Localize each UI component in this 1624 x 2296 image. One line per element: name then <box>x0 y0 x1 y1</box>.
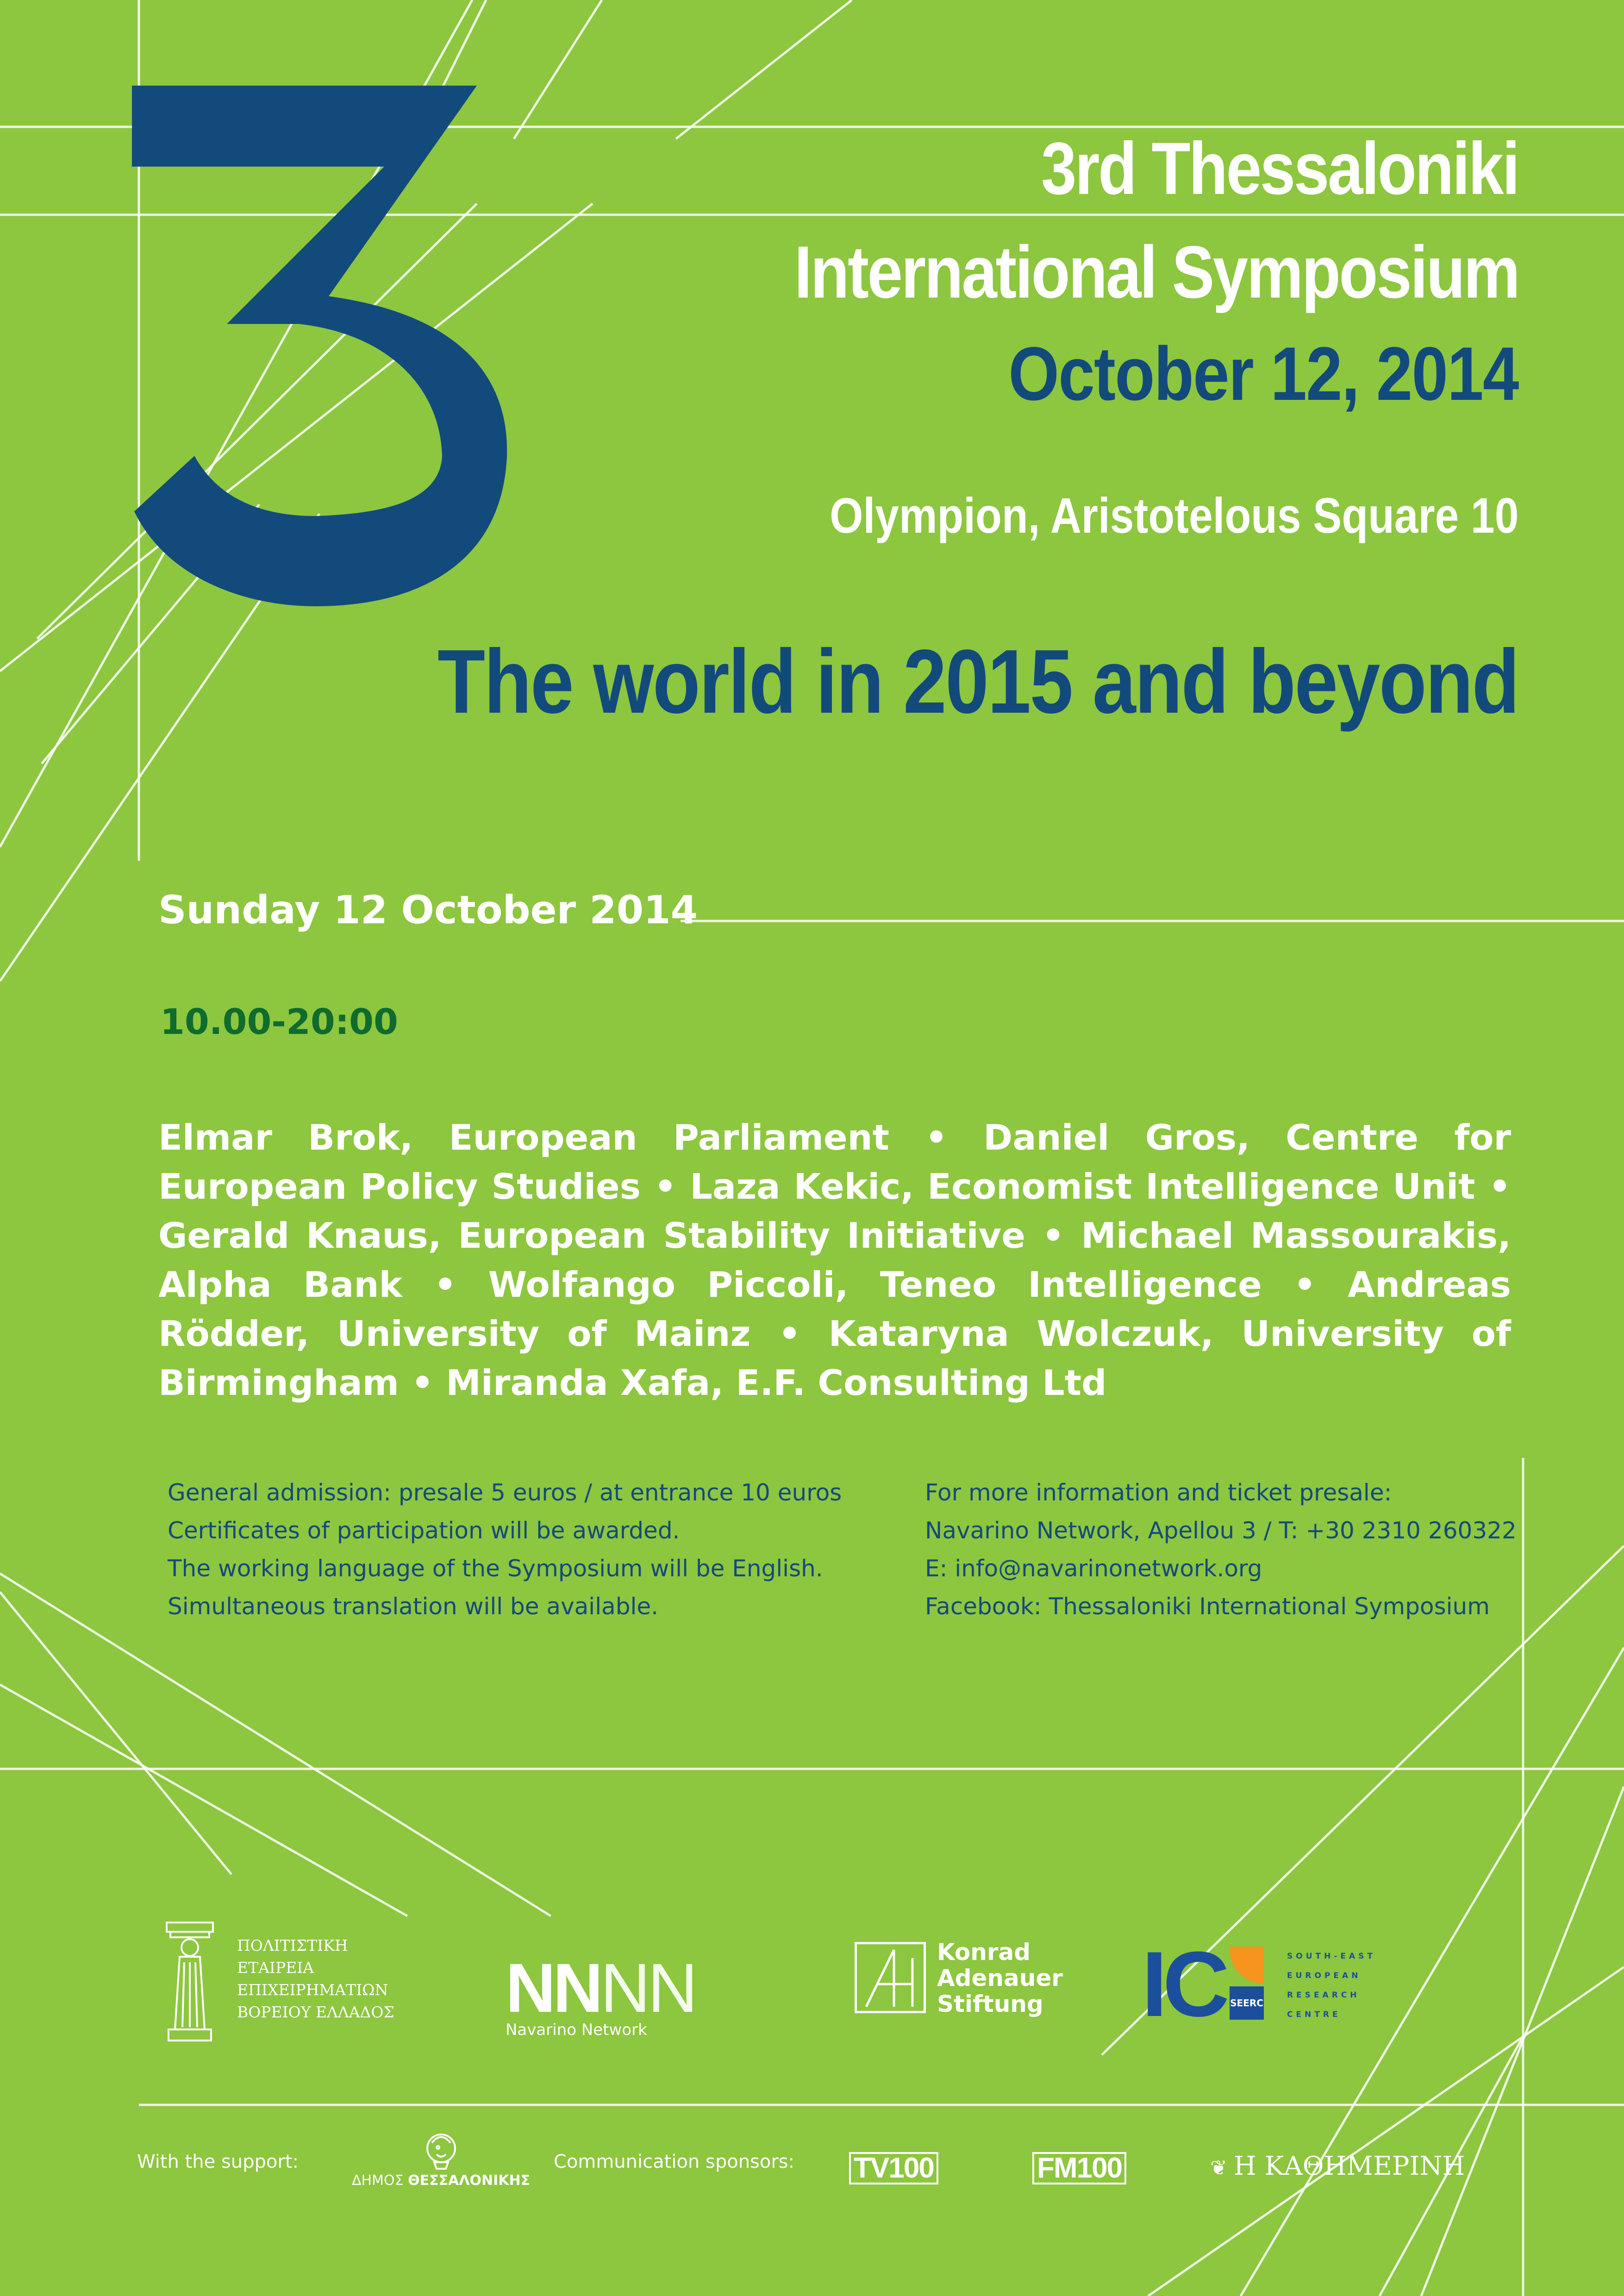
contact-heading: For more information and ticket presale: <box>925 1479 1392 1506</box>
kas-line: Konrad <box>937 1939 1031 1966</box>
peeve-line: ΠΟΛΙΤΙΣΤΙΚΗ <box>237 1936 348 1954</box>
alexander-head-icon <box>420 2129 462 2171</box>
speakers-list: Elmar Brok, European Parliament • Daniel Gros, Centre for European Policy Studies • Laza Kekic, Economist Intelligence Unit • Gerald Knaus, European Stability Initiative • Michael Massourakis, Alpha Bank • Wolfango Piccoli, Teneo Intelligence • Andreas Rödder, University of Mainz • Kataryna Wolczuk, University of Birmingham • Miranda Xafa, E.F. Consulting Ltd <box>158 1117 1511 1403</box>
seerc-logo <box>1142 1933 1401 2036</box>
event-day: Sunday 12 October 2014 <box>158 887 698 933</box>
seerc-line: CENTRE <box>1287 2010 1341 2019</box>
support-label: With the support: <box>137 2151 299 2172</box>
contact-email: E: info@navarinonetwork.org <box>925 1555 1262 1582</box>
admission-line: General admission: presale 5 euros / at entrance 10 euros <box>168 1479 842 1506</box>
event-time: 10.00-20:00 <box>160 1001 398 1042</box>
event-tagline: The world in 2015 and beyond <box>437 631 1518 732</box>
kas-logo <box>855 1939 1068 2025</box>
seerc-line: RESEARCH <box>1287 1991 1360 2000</box>
dimos-name: ΘΕΣΣΑΛΟΝΙΚΗΣ <box>408 2172 531 2189</box>
title-line-1: 3rd Thessaloniki <box>1041 127 1518 210</box>
navarino-mark <box>506 1949 695 2027</box>
navarino-network-logo <box>506 1949 695 2039</box>
language-line: The working language of the Symposium will be English. <box>168 1555 823 1582</box>
navarino-mark-bold: NN <box>506 1949 600 2027</box>
dimos-prefix: ΔΗΜΟΣ <box>352 2172 408 2189</box>
fm100-logo: FM100 <box>1032 2152 1126 2184</box>
tv100-logo: TV100 <box>849 2152 938 2184</box>
big-numeral-three <box>132 86 507 456</box>
kathimerini-logo <box>1210 2151 1465 2181</box>
contact-info <box>925 1474 1573 1625</box>
peeve-logo-text <box>237 1935 394 2023</box>
navarino-label: Navarino Network <box>506 2021 647 2039</box>
seerc-mark: IC <box>1142 1933 1225 2036</box>
admission-info <box>168 1474 955 1625</box>
contact-address: Navarino Network, Apellou 3 / T: +30 2310 260322 <box>925 1517 1517 1544</box>
seerc-line: SOUTH-EAST <box>1287 1952 1376 1961</box>
peeve-line: ΒΟΡΕΙΟΥ ΕΛΛΑΔΟΣ <box>237 2003 394 2021</box>
contact-facebook: Facebook: Thessaloniki International Symposium <box>925 1593 1490 1620</box>
bird-icon: ❦ <box>1210 2156 1234 2180</box>
title-line-2: International Symposium <box>794 230 1518 313</box>
kas-line: Adenauer <box>937 1965 1063 1991</box>
translation-line: Simultaneous translation will be available. <box>168 1593 659 1620</box>
dimos-thessalonikis-logo <box>352 2129 530 2189</box>
peeve-line: ΕΠΙΧΕΙΡΗΜΑΤΙΩΝ <box>237 1981 388 1999</box>
event-date: October 12, 2014 <box>1008 331 1518 416</box>
event-venue: Olympion, Aristotelous Square 10 <box>829 487 1518 543</box>
seerc-logo-text <box>1287 1947 1376 2024</box>
communication-sponsors-label: Communication sponsors: <box>554 2151 795 2172</box>
seerc-badge: SEERC <box>1230 1986 1264 2020</box>
dimos-text <box>352 2172 530 2189</box>
seerc-line: EUROPEAN <box>1287 1971 1362 1980</box>
kas-emblem-icon <box>855 1942 926 2013</box>
seerc-corner-icon <box>1230 1947 1264 1984</box>
peeve-line: ΕΤΑΙΡΕΙΑ <box>237 1959 314 1977</box>
kas-line: Stiftung <box>937 1991 1043 2017</box>
kas-logo-text <box>937 1939 1063 2017</box>
caryatid-icon <box>162 1921 218 2043</box>
navarino-mark-thin: NN <box>600 1949 695 2027</box>
kathimerini-text: Η ΚΑΘΗΜΕΡΙΝΗ <box>1233 2151 1465 2181</box>
certificates-line: Certificates of participation will be awarded. <box>168 1517 680 1544</box>
